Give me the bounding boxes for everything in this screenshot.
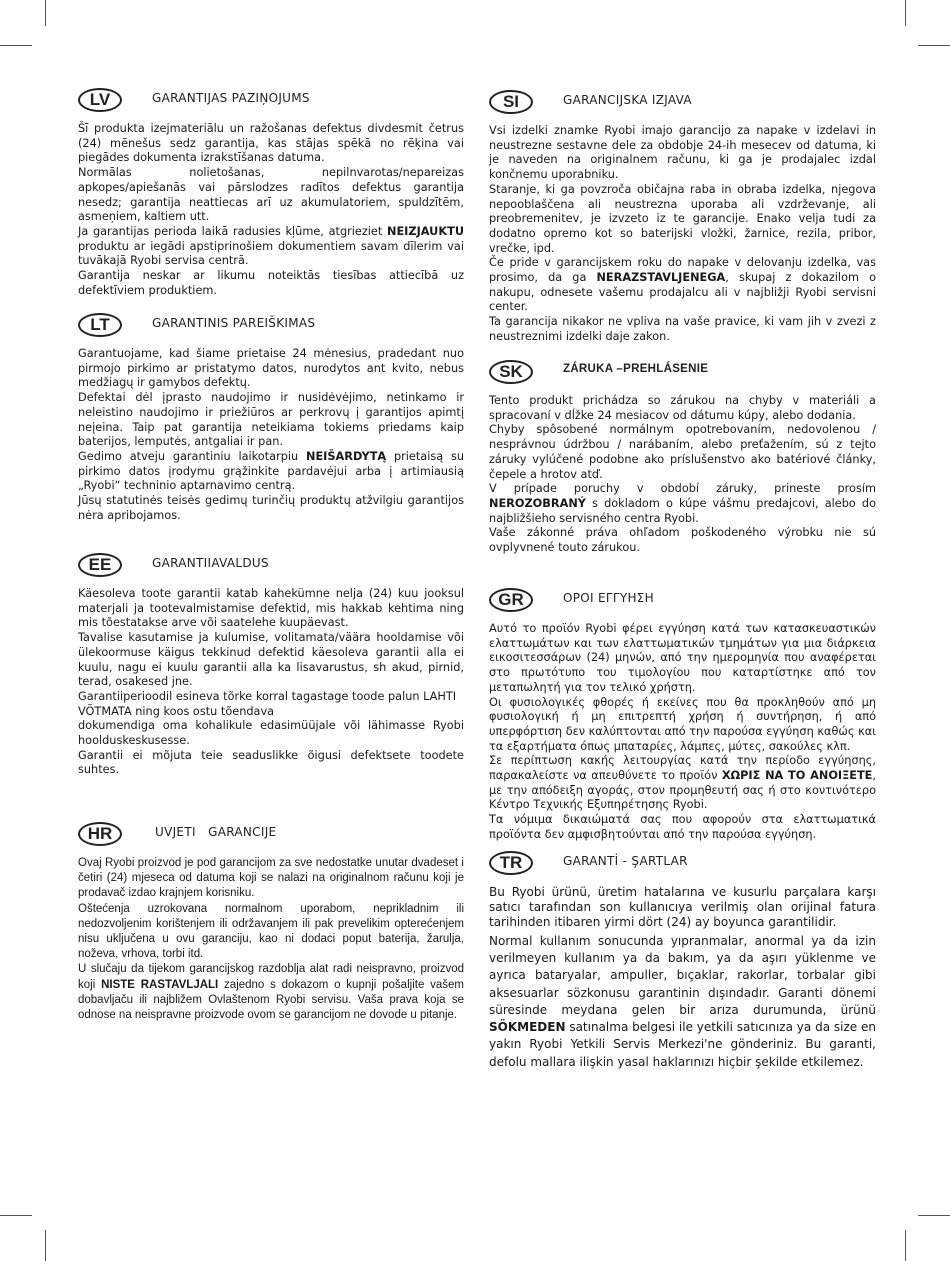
section-si bbox=[489, 90, 876, 345]
paragraph: Οι φυσιολογικές φθορές ή εκείνες που θα προκληθούν από μη φυσιολογική ή μη επιτρεπτή χρήση ή συντήρηση, ή από υπερφόρτιση δεν καλύπτονται από την παρούσα εγγύηση καθώς και τα εξαρτήματα όπως μπαταρίες, λάμπες, μύτες, σακούλες κλπ. bbox=[489, 695, 876, 753]
language-badge-ee: EE bbox=[78, 553, 122, 577]
paragraph: Ovaj Ryobi proizvod je pod garancijom za sve nedostatke unutar dvadeset i četiri (24) mjeseca od datuma koji se nalazi na originalnom računu koji je prodavač izdao krajnjem korisniku. bbox=[78, 857, 464, 900]
paragraph: V prípade poruchy v období záruky, prineste prosím NEROZOBRANÝ s dokladom o kúpe vášmu predajcovi, alebo do najbližšieho servisného centra Ryobi. bbox=[489, 482, 876, 525]
paragraph: Garantii ei mõjuta teie seaduslikke õigusi defektsete toodete suhtes. bbox=[78, 748, 464, 777]
paragraph: U slučaju da tijekom garancijskog razdoblja alat radi neispravno, proizvod koji NISTE RASTAVLJALI zajedno s dokazom o kupnji pošaljite vašem dobavljaču ili najbližem Ovlaštenom Ryobi servisu. Vaša prava koja se odnose na neispravne proizvode ovom se garancijom ne dovode u pitanje. bbox=[78, 963, 464, 1022]
section-sk bbox=[489, 360, 876, 556]
paragraph: Garantuojame, kad šiame prietaise 24 mėnesius, pradedant nuo pirmojo pirkimo ar pristatymo datos, nurodytos ant kvito, nebus medžiagų ir gamybos defektų. bbox=[78, 347, 464, 390]
paragraph: Garantiiperioodil esineva tõrke korral tagastage toode palun LAHTI VÕTMATA ning koos ostu tõendava bbox=[78, 689, 457, 718]
paragraph: Normālas nolietošanas, nepilnvarotas/nepareizas apkopes/apiešanās vai pārslodzes radītos defektus garantija nesedz; garantija neattiecas arī uz akumulatoriem, spuldzītēm, asmeņiem, kaltiem utt. bbox=[78, 166, 464, 224]
language-badge-lv: LV bbox=[78, 88, 122, 112]
language-badge-lt: LT bbox=[78, 313, 122, 337]
paragraph: Chyby spôsobené normálnym opotrebovaním, nedovolenou / nesprávnou údržbou / narábaním, alebo preťažením, sú z tejto záruky vylúčené podobne ako príslušenstvo ako batériové články, čepele a hrotov atď. bbox=[489, 423, 876, 481]
crop-mark bbox=[0, 1215, 32, 1216]
paragraph: Če pride v garancijskem roku do napake v delovanju izdelka, vas prosimo, da ga NERAZSTAVLJENEGA, skupaj z dokazilom o nakupu, odnesete vašemu prodajalcu ali v najbližji Ryobi servisni center. bbox=[489, 256, 876, 314]
paragraph: Tavalise kasutamise ja kulumise, volitamata/väära hooldamise või ülekoormuse käigus tekkinud defektid käesoleva garantii alla ei kuulu, nagu ei kuulu garantii alla ka lisavarustus, sh akud, pirnid, terad, osakesed jne. bbox=[78, 631, 464, 689]
section-lt bbox=[78, 313, 464, 523]
crop-mark bbox=[45, 0, 46, 26]
section-title: GARANTINIS PAREIŠKIMAS bbox=[152, 316, 316, 330]
paragraph: Vaše zákonné práva ohľadom poškodeného výrobku nie sú ovplyvnené touto zárukou. bbox=[489, 526, 876, 555]
section-hr bbox=[78, 822, 464, 1023]
section-tr bbox=[489, 851, 876, 1071]
crop-mark bbox=[45, 1230, 46, 1261]
paragraph: Staranje, ki ga povzroča običajna raba in obraba izdelka, njegova nepooblaščena ali neustrezna uporaba ali vzdrževanje, ali preobremenitev, je izvzeto iz te garancije. Enako velja tudi za dodatno opremo kot so baterijski vložki, žarnice, rezila, pribor, vrečke, ipd. bbox=[489, 182, 876, 255]
paragraph: Τα νόμιμα δικαιώματά σας που αφορούν στα ελαττωματικά προϊόντα δεν αμφισβητούνται από την παρούσα εγγύηση. bbox=[489, 813, 876, 841]
paragraph: Bu Ryobi ürünü, üretim hatalarına ve kusurlu parçalara karşı satıcı tarafından son kullanıcıya verilmiş olan orijinal fatura tarihinden itibaren yirmi dört (24) ay boyunca garantilidir. bbox=[489, 885, 876, 930]
paragraph: Jūsų statutinės teisės gedimų turinčių produktų atžvilgiu garantijos nėra apribojamos. bbox=[78, 494, 464, 522]
paragraph: Normal kullanım sonucunda yıpranmalar, anormal ya da izin verilmeyen kullanım ya da bakım, ya da aşırı yüklenme ve ayrıca bataryalar, ampuller, bıçaklar, rakorlar, torbalar gibi aksesuarlar sözkonusu garantinin dışındadır. Garanti dönemi süresinde meydana gelen bir arıza durumunda, ürünü SÖKMEDEN satınalma belgesi ile yetkili satıcınıza ya da size en yakın Ryobi Yetkili Servis Merkezi'ne gönderiniz. Bu garanti, defolu mallara ilişkin yasal haklarınızı hiçbir şekilde etkilemez. bbox=[489, 933, 876, 1069]
paragraph: Oštećenja uzrokovana normalnom uporabom, neprikladnim ili nedozvoljenim korištenjem ili održavanjem ili pak prevelikim opterećenjem nisu uključena u ovu garanciju, kao ni dodaci poput baterija, žarulja, noževa, vrhova, torbi itd. bbox=[78, 902, 464, 961]
language-badge-hr: HR bbox=[78, 822, 122, 846]
crop-mark bbox=[918, 45, 950, 46]
paragraph: Defektai dėl įprasto naudojimo ir nusidėvėjimo, netinkamo ir neleistino naudojimo ir priežiūros ar perkrovų į garantijos apimtį neįeina. Taip pat garantija neteikiama tokiems priedams kaip baterijos, lemputės, antgaliai ir pan. bbox=[78, 391, 464, 449]
paragraph: dokumendiga oma kohalikule edasimüüjale või lähimasse Ryobi hoolduskeskusesse. bbox=[78, 719, 464, 748]
section-title: UVJETI GARANCIJE bbox=[155, 825, 277, 839]
paragraph: Αυτό το προϊόν Ryobi φέρει εγγύηση κατά των κατασκευαστικών ελαττωμάτων και των ελαττωματικών τμημάτων για μια διάρκεια εικοσιτεσσάρων (24) μηνών, από την ημερομηνία που αναφέρεται στο πρωτότυπο του τιμολογίου που καταρτίστηκε από τον μεταπωλητή για τον τελικό χρήστη. bbox=[489, 622, 876, 694]
paragraph: Tento produkt prichádza so zárukou na chyby v materiáli a spracovaní v dĺžke 24 mesiacov od dátumu kúpy, alebo dodania. bbox=[489, 394, 876, 422]
language-badge-si: SI bbox=[489, 90, 533, 114]
paragraph: Garantija neskar ar likumu noteiktās tiesības attiecībā uz defektīviem produktiem. bbox=[78, 269, 464, 297]
section-ee bbox=[78, 553, 464, 778]
section-title: GARANTIJAS PAZIŅOJUMS bbox=[152, 91, 310, 105]
crop-mark bbox=[918, 1215, 950, 1216]
language-badge-sk: SK bbox=[489, 360, 533, 384]
language-badge-tr: TR bbox=[489, 851, 533, 875]
section-title: GARANTİ - ŞARTLAR bbox=[563, 854, 688, 868]
section-title: ZÁRUKA –PREHLÁSENIE bbox=[563, 363, 709, 375]
paragraph: Ta garancija nikakor ne vpliva na vaše pravice, ki vam jih v zvezi z neustreznimi izdelki daje zakon. bbox=[489, 315, 876, 343]
section-title: GARANTIIAVALDUS bbox=[152, 556, 269, 570]
crop-mark bbox=[905, 1230, 906, 1261]
language-badge-gr: GR bbox=[489, 588, 533, 612]
paragraph: Σε περίπτωση κακής λειτουργίας κατά την περίοδο εγγύησης, παρακαλείστε να απευθύνετε το προϊόν ΧΩΡΙΣ ΝΑ ΤΟ ΑΝΟΙΞΕΤΕ, με την απόδειξη αγοράς, στον προμηθευτή σας ή στο κοντινότερο Κέντρο Τεχνικής Εξυπηρέτησης Ryobi. bbox=[489, 754, 876, 812]
section-gr bbox=[489, 588, 876, 843]
section-title: ΟΡΟΙ ΕΓΓΥΗΣΗ bbox=[563, 591, 654, 605]
section-title: GARANCIJSKA IZJAVA bbox=[563, 93, 692, 107]
paragraph: Gedimo atveju garantiniu laikotarpiu NEIŠARDYTĄ prietaisą su pirkimo datos įrodymu grąžinkite pardavėjui arba į artimiausią „Ryobi“ techninio aptarnavimo centrą. bbox=[78, 449, 464, 493]
paragraph: Vsi izdelki znamke Ryobi imajo garancijo za napake v izdelavi in neustrezne sestavne dele za obdobje 24-ih mesecev od datuma, ki je naveden na originalnem računu, ki ga je prodajalec izdal končnemu uporabniku. bbox=[489, 124, 876, 182]
paragraph: Ja garantijas perioda laikā radusies kļūme, atgrieziet NEIZJAUKTU produktu ar iegādi apstiprinošiem dokumentiem savam dīlerim vai tuvākajā Ryobi servisa centrā. bbox=[78, 224, 464, 268]
paragraph: Käesoleva toote garantii katab kahekümne nelja (24) kuu jooksul materjali ja tootevalmistamise defektid, mis hakkab kehtima ning mis tõestatakse arve või saatelehe kuupäevast. bbox=[78, 587, 464, 630]
crop-mark bbox=[0, 45, 32, 46]
section-lv bbox=[78, 88, 464, 298]
crop-mark bbox=[905, 0, 906, 26]
paragraph: Šī produkta izejmateriālu un ražošanas defektus divdesmit četrus (24) mēnešus sedz garantija, kas stājas spēkā no rēķina vai piegādes dokumenta izrakstīšanas datuma. bbox=[78, 122, 464, 165]
